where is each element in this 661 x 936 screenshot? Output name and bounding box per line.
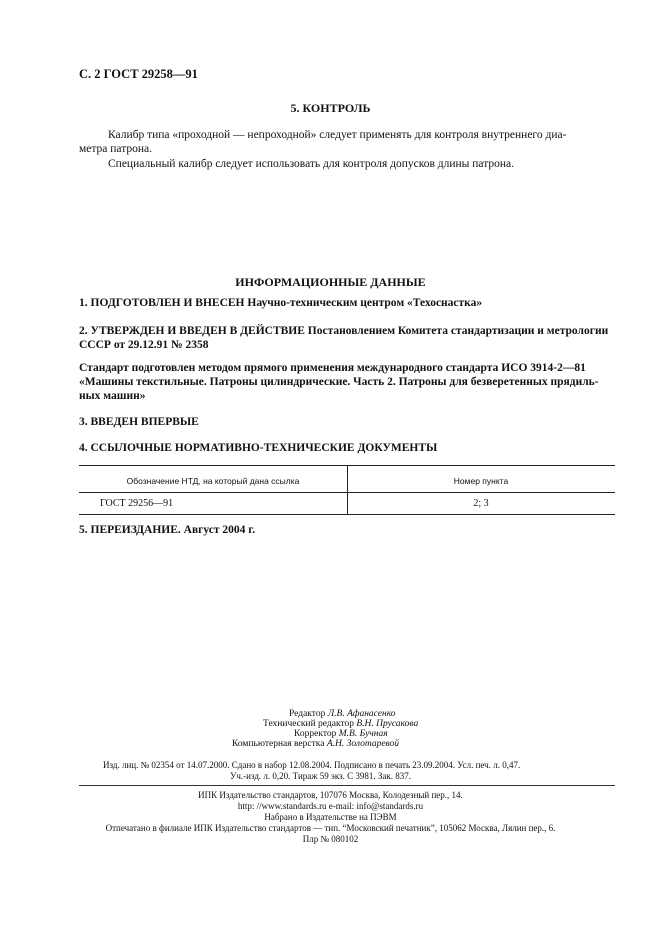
credit-corrector-name: М.В. Бучная (338, 729, 388, 739)
info-item-2 (79, 325, 608, 337)
footer-divider (79, 785, 615, 786)
info-item-4: 4. ССЫЛОЧНЫЕ НОРМАТИВНО-ТЕХНИЧЕСКИЕ ДОКУМЕНТЫ (79, 442, 438, 454)
info-item-2-line-2: СССР от 29.12.91 № 2358 (79, 339, 209, 351)
imprint-line-1: Изд. лиц. № 02354 от 14.07.2000. Сдано в набор 12.08.2004. Подписано в печать 23.09.2004. Усл. печ. л. 0,47. (103, 760, 521, 770)
credit-layout-label: Компьютерная верстка (232, 739, 327, 749)
table-cell-clause: 2; 3 (473, 498, 489, 509)
standard-note-line-3: ных машин» (79, 390, 146, 402)
credit-tech-editor-name: В.Н. Прусакова (356, 719, 419, 729)
credit-editor-label: Редактор (289, 709, 328, 719)
credit-editor-name: Л.В. Афанасенко (327, 709, 396, 719)
table-header-clause: Номер пункта (453, 476, 509, 486)
section-5-paragraph-2: Специальный калибр следует использовать для контроля допусков длины патрона. (108, 158, 515, 170)
table-cell-document: ГОСТ 29256—91 (100, 498, 174, 509)
credit-corrector (294, 729, 388, 739)
page-header: С. 2 ГОСТ 29258—91 (79, 67, 198, 81)
info-item-2-text: Постановлением Комитета стандартизации и метрологии (304, 325, 609, 337)
info-item-1 (79, 297, 482, 309)
publisher-line-5: Плр № 080102 (302, 834, 359, 844)
table-header-divider (79, 492, 615, 493)
standard-note-line-2: «Машины текстильные. Патроны цилиндрические. Часть 2. Патроны для безверетенных прядиль- (79, 376, 599, 388)
credit-layout-name: А.Н. Золотаревой (326, 739, 400, 749)
credit-tech-editor (263, 719, 418, 729)
imprint-line-2: Уч.-изд. л. 0,20. Тираж 59 экз. С 3981. Зак. 837. (230, 771, 412, 781)
publisher-line-4: Отпечатано в филиале ИПК Издательство стандартов — тип. “Московский печатник”, 105062 Москва, Лялин пер., 6. (105, 823, 556, 833)
table-header-document: Обозначение НТД, на который дана ссылка (126, 476, 300, 486)
standard-note-line-1: Стандарт подготовлен методом прямого применения международного стандарта ИСО 3914-2—81 (79, 362, 586, 374)
credit-layout (232, 739, 399, 749)
section-5-title: 5. КОНТРОЛЬ (290, 101, 371, 115)
publisher-line-2: http: //www.standards.ru e-mail: info@standards.ru (237, 801, 424, 811)
info-item-5-text: Август 2004 г. (180, 524, 256, 536)
info-item-1-heading: 1. ПОДГОТОВЛЕН И ВНЕСЕН (79, 297, 245, 309)
info-item-5 (79, 524, 255, 536)
credit-corrector-label: Корректор (294, 729, 339, 739)
credit-tech-editor-label: Технический редактор (263, 719, 357, 729)
info-item-2-heading: 2. УТВЕРЖДЕН И ВВЕДЕН В ДЕЙСТВИЕ (79, 325, 305, 337)
reference-table (79, 465, 615, 515)
section-5-paragraph-1-line-2: метра патрона. (79, 143, 153, 155)
credit-editor (289, 709, 396, 719)
info-item-3: 3. ВВЕДЕН ВПЕРВЫЕ (79, 416, 199, 428)
info-data-title: ИНФОРМАЦИОННЫЕ ДАННЫЕ (235, 275, 426, 289)
info-item-1-text: Научно-техническим центром «Техоснастка» (244, 297, 483, 309)
section-5-paragraph-1-line-1: Калибр типа «проходной — непроходной» следует применять для контроля внутреннего диа- (108, 129, 567, 141)
publisher-line-1: ИПК Издательство стандартов, 107076 Москва, Колодезный пер., 14. (198, 790, 463, 800)
info-item-5-heading: 5. ПЕРЕИЗДАНИЕ. (79, 524, 181, 536)
publisher-line-3: Набрано в Издательстве на ПЭВМ (264, 812, 397, 822)
